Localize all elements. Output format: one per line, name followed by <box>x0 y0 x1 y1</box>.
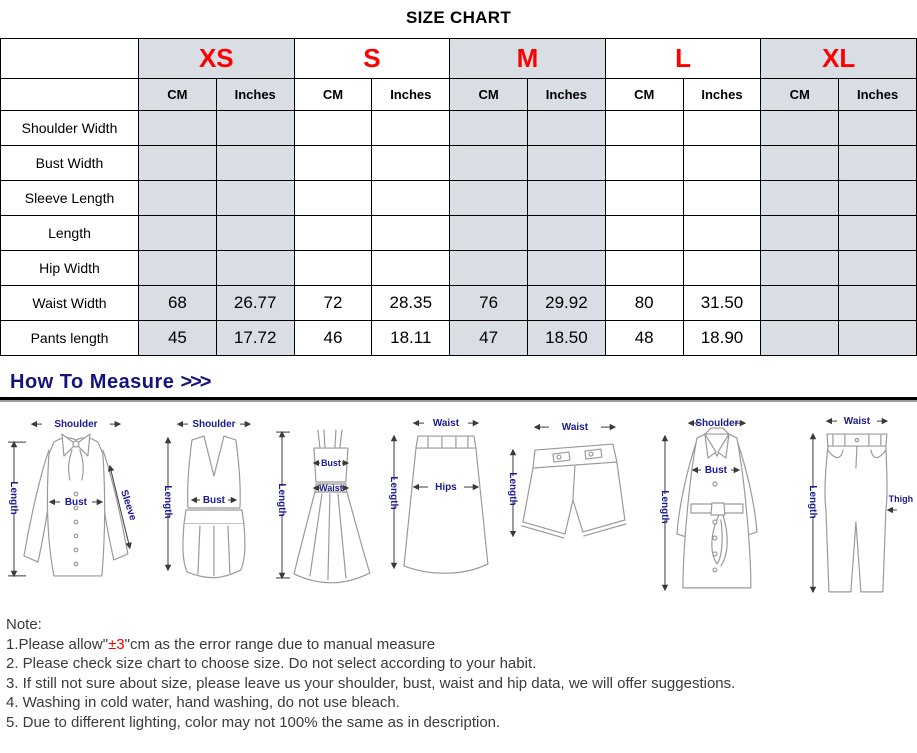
value-cell <box>683 251 761 286</box>
value-cell: 18.90 <box>683 321 761 356</box>
value-cell <box>761 146 839 181</box>
value-cell <box>139 181 217 216</box>
skirt-length-label: Length <box>387 476 399 510</box>
value-cell: 28.35 <box>372 286 450 321</box>
value-cell <box>683 216 761 251</box>
table-row <box>1 216 917 251</box>
row-label: Length <box>1 216 139 251</box>
skirt-diagram <box>382 410 502 605</box>
value-cell <box>527 181 605 216</box>
unit-header-cm: CM <box>761 79 839 111</box>
how-to-measure-heading <box>10 371 917 393</box>
size-header-l: L <box>605 39 761 79</box>
size-header-s: S <box>294 39 450 79</box>
size-header-m: M <box>450 39 606 79</box>
value-cell <box>839 181 917 216</box>
value-cell: 72 <box>294 286 372 321</box>
unit-header-inches: Inches <box>216 79 294 111</box>
size-header-xl: XL <box>761 39 917 79</box>
value-cell: 80 <box>605 286 683 321</box>
table-corner <box>1 39 139 79</box>
skirt-waist-label: Waist <box>432 418 459 430</box>
top-bust-label: Bust <box>202 495 225 507</box>
value-cell <box>372 146 450 181</box>
table-row <box>1 286 917 321</box>
value-cell: 46 <box>294 321 372 356</box>
value-cell: 31.50 <box>683 286 761 321</box>
value-cell <box>761 216 839 251</box>
value-cell <box>294 216 372 251</box>
value-cell <box>605 146 683 181</box>
value-cell <box>450 146 528 181</box>
skirt-hips-label: Hips <box>434 482 457 494</box>
value-cell <box>139 111 217 146</box>
table-row <box>1 146 917 181</box>
row-label: Sleeve Length <box>1 181 139 216</box>
value-cell <box>839 216 917 251</box>
pants-thigh-label: Thigh <box>888 494 914 505</box>
value-cell <box>839 251 917 286</box>
value-cell <box>839 286 917 321</box>
value-cell: 18.50 <box>527 321 605 356</box>
coat-shoulder-label: Shoulder <box>695 418 739 430</box>
coat-length-label: Length <box>659 490 671 524</box>
value-cell <box>761 111 839 146</box>
coat-bust-label: Bust <box>705 465 728 477</box>
pants-length-label: Length <box>807 485 819 519</box>
value-cell <box>216 111 294 146</box>
blouse-sleeve-label: Sleeve <box>117 488 139 523</box>
value-cell <box>294 146 372 181</box>
value-cell: 68 <box>139 286 217 321</box>
value-cell <box>683 146 761 181</box>
value-cell <box>294 181 372 216</box>
pants-diagram <box>777 410 915 605</box>
page-title: SIZE CHART <box>406 8 511 27</box>
value-cell <box>372 216 450 251</box>
table-row <box>1 321 917 356</box>
value-cell <box>294 251 372 286</box>
value-cell: 45 <box>139 321 217 356</box>
value-cell <box>839 146 917 181</box>
value-cell <box>683 181 761 216</box>
value-cell <box>216 251 294 286</box>
value-cell <box>527 111 605 146</box>
value-cell <box>761 181 839 216</box>
sleeveless-top-diagram <box>152 410 270 605</box>
value-cell <box>372 111 450 146</box>
value-cell <box>839 111 917 146</box>
value-cell <box>216 181 294 216</box>
shorts-length-label: Length <box>507 472 519 506</box>
value-cell <box>605 251 683 286</box>
unit-header-inches: Inches <box>372 79 450 111</box>
shorts-waist-label: Waist <box>562 422 589 434</box>
shorts-diagram <box>501 410 649 605</box>
value-cell: 29.92 <box>527 286 605 321</box>
top-shoulder-label: Shoulder <box>192 419 236 431</box>
value-cell: 17.72 <box>216 321 294 356</box>
value-cell <box>216 146 294 181</box>
row-label: Pants length <box>1 321 139 356</box>
value-cell: 18.11 <box>372 321 450 356</box>
table-corner <box>1 79 139 111</box>
unit-header-row <box>1 79 917 111</box>
dress-length-label: Length <box>275 483 287 517</box>
row-label: Shoulder Width <box>1 111 139 146</box>
value-cell: 76 <box>450 286 528 321</box>
pants-waist-label: Waist <box>843 416 871 428</box>
value-cell <box>139 216 217 251</box>
value-cell: 47 <box>450 321 528 356</box>
value-cell <box>605 216 683 251</box>
unit-header-inches: Inches <box>683 79 761 111</box>
dress-bust-label: Bust <box>320 458 341 469</box>
notes-heading: Note: <box>6 616 42 633</box>
size-header-xs: XS <box>139 39 295 79</box>
value-cell <box>527 146 605 181</box>
value-cell <box>372 251 450 286</box>
value-cell <box>761 251 839 286</box>
value-cell <box>839 321 917 356</box>
note-line-5: 5. Due to different lighting, color may not 100% the same as in description. <box>6 713 501 731</box>
value-cell <box>450 216 528 251</box>
value-cell <box>450 251 528 286</box>
value-cell <box>527 216 605 251</box>
value-cell <box>761 286 839 321</box>
unit-header-cm: CM <box>605 79 683 111</box>
dress-diagram <box>270 410 382 605</box>
row-label: Hip Width <box>1 251 139 286</box>
coat-diagram <box>649 410 777 605</box>
unit-header-cm: CM <box>294 79 372 111</box>
table-row <box>1 181 917 216</box>
value-cell <box>139 146 217 181</box>
unit-header-cm: CM <box>139 79 217 111</box>
value-cell: 48 <box>605 321 683 356</box>
unit-header-inches: Inches <box>527 79 605 111</box>
notes-section <box>0 603 917 732</box>
how-to-measure-diagrams <box>0 402 917 603</box>
value-cell <box>450 181 528 216</box>
note-line-1: 1.Please allow"±3"cm as the error range due to manual measure <box>6 635 436 653</box>
note-line-4: 4. Washing in cold water, hand washing, do not use bleach. <box>6 694 400 711</box>
blouse-bust-label: Bust <box>64 497 87 509</box>
value-cell <box>372 181 450 216</box>
note-line-2: 2. Please check size chart to choose size. Do not select according to your habit. <box>6 655 537 672</box>
blouse-shoulder-label: Shoulder <box>54 419 98 431</box>
table-row <box>1 251 917 286</box>
triple-chevron-icon: >>> <box>180 371 210 393</box>
value-cell <box>527 251 605 286</box>
unit-header-cm: CM <box>450 79 528 111</box>
size-header-row <box>1 39 917 79</box>
value-cell <box>294 111 372 146</box>
note-line-3: 3. If still not sure about size, please leave us your shoulder, bust, waist and hip data, we will offer suggestions. <box>6 674 736 692</box>
top-length-label: Length <box>161 485 173 519</box>
value-cell: 26.77 <box>216 286 294 321</box>
value-cell <box>605 181 683 216</box>
size-chart-table <box>0 38 917 356</box>
value-cell <box>216 216 294 251</box>
row-label: Waist Width <box>1 286 139 321</box>
blouse-length-label: Length <box>7 481 19 515</box>
value-cell <box>450 111 528 146</box>
value-cell <box>139 251 217 286</box>
unit-header-inches: Inches <box>839 79 917 111</box>
table-row <box>1 111 917 146</box>
how-to-measure-text: How To Measure <box>10 371 175 393</box>
value-cell <box>605 111 683 146</box>
value-cell <box>683 111 761 146</box>
row-label: Bust Width <box>1 146 139 181</box>
dress-waist-label: Waist <box>318 483 343 494</box>
blouse-diagram <box>2 410 152 605</box>
error-range-highlight: ±3 <box>108 635 125 653</box>
value-cell <box>761 321 839 356</box>
